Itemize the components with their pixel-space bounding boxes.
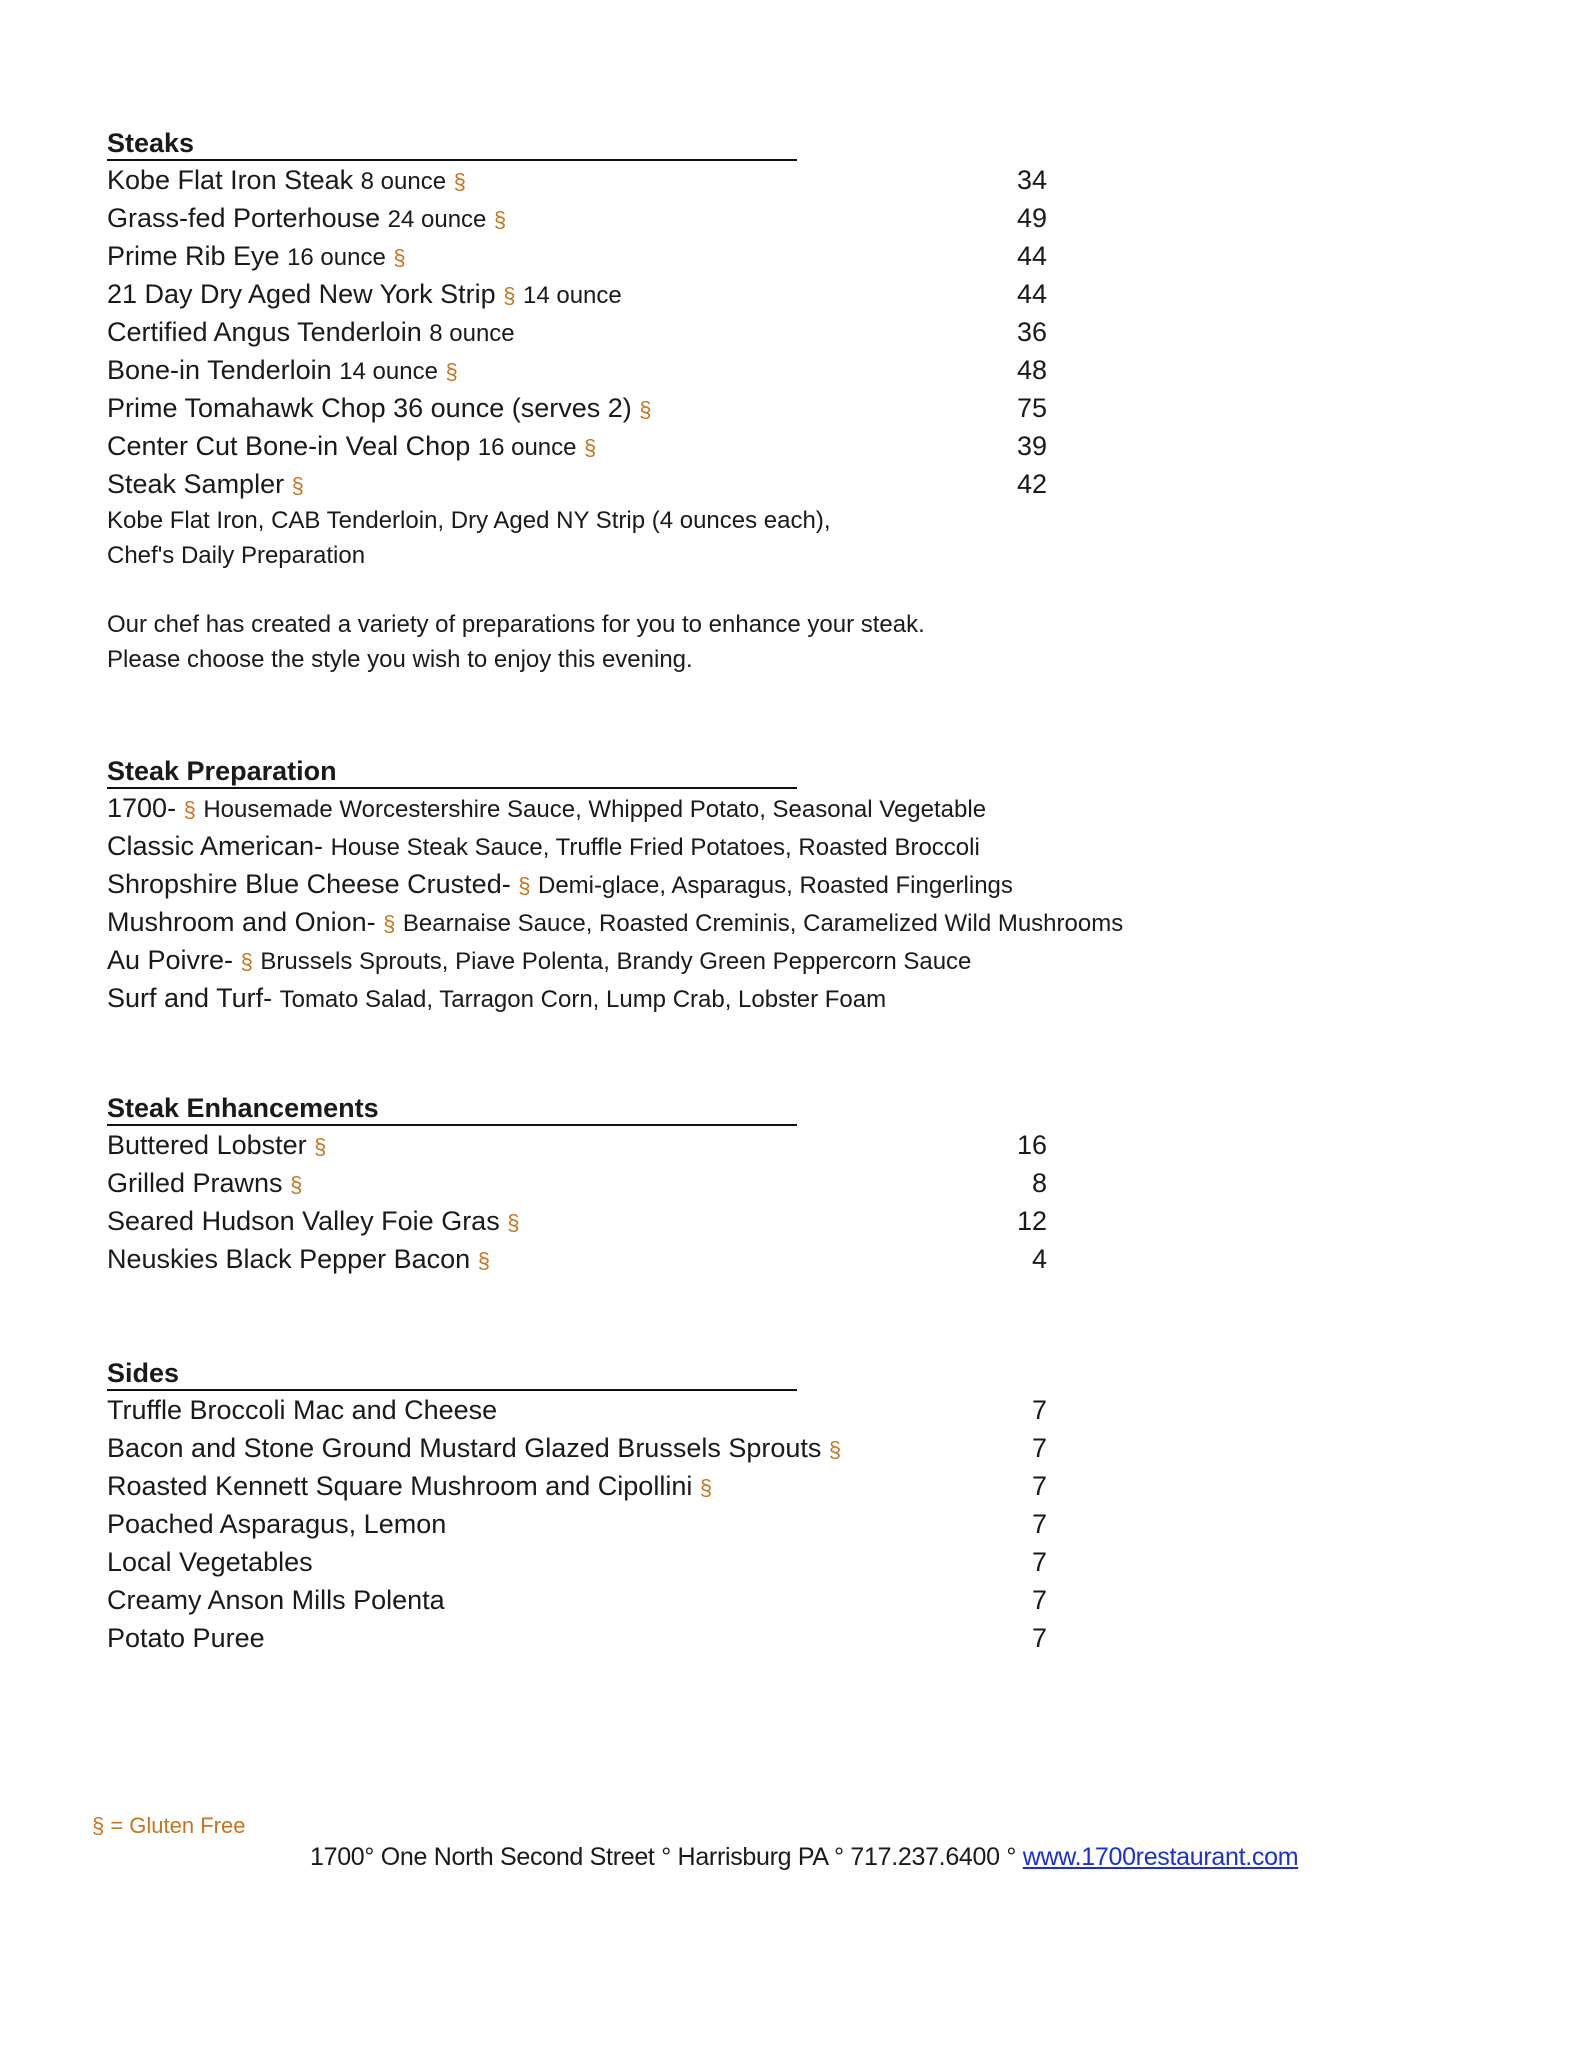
item-size: 8 ounce [360,168,447,195]
menu-item [107,1619,1057,1657]
preparation-item [107,903,1307,941]
gluten-free-icon: § [639,397,652,422]
preparation-item [107,979,1307,1017]
prep-description: Tomato Salad, Tarragon Corn, Lump Crab, Lobster Foam [279,986,887,1013]
menu-item [107,1467,1057,1505]
prep-name: Surf and Turf- [107,983,273,1013]
gluten-free-icon: § [393,245,406,270]
item-name [107,1391,497,1429]
gluten-free-icon: § [314,1134,327,1159]
item-title: Truffle Broccoli Mac and Cheese [107,1395,498,1425]
item-price: 8 [1031,1168,1047,1198]
item-name [107,1619,265,1657]
menu-item [107,313,1057,351]
prep-name: Classic American- [107,831,324,861]
menu-item [107,275,1057,313]
gluten-free-icon: § [291,473,304,498]
chef-note: Our chef has created a variety of preparations for you to enhance your steak. Please choose the style you wish to enjoy this evening. [107,611,925,673]
gluten-free-icon: § [290,1172,303,1197]
item-name [107,1429,841,1469]
item-price: 48 [1016,355,1047,385]
item-title: Steak Sampler [107,469,285,499]
menu-item [107,237,1057,275]
prep-name: Au Poivre- [107,945,234,975]
prep-name: 1700- [107,793,177,823]
item-title: Bone-in Tenderloin [107,355,332,385]
gluten-free-icon: § [493,207,507,232]
gluten-free-icon: § [584,435,597,460]
item-title: Center Cut Bone-in Veal Chop [107,431,471,461]
menu-item [107,351,1057,389]
item-name [107,427,596,467]
menu-item [107,465,1057,503]
steaks-section [107,128,1057,677]
item-title: 21 Day Dry Aged New York Strip [107,279,496,309]
item-title: Grilled Prawns [107,1168,283,1198]
item-title: Poached Asparagus, Lemon [107,1509,447,1539]
menu-item [107,1581,1057,1619]
item-title: Roasted Kennett Square Mushroom and Cipollini [107,1471,693,1501]
item-price: 42 [1016,469,1047,499]
item-title: Neuskies Black Pepper Bacon [107,1244,471,1274]
preparation-item [107,941,1307,979]
gluten-free-icon: § [507,1210,520,1235]
item-name [107,199,506,239]
item-price: 7 [1031,1433,1047,1463]
menu-item [107,1505,1057,1543]
item-price: 7 [1031,1471,1047,1501]
item-size: 14 ounce [339,358,438,385]
item-title: Seared Hudson Valley Foie Gras [107,1206,500,1236]
prep-description: Housemade Worcestershire Sauce, Whipped Potato, Seasonal Vegetable [203,796,987,823]
menu-item [107,1240,1057,1278]
item-size: 16 ounce [287,244,386,271]
item-title: Prime Rib Eye [107,241,280,271]
preparation-section [107,756,1307,1017]
sides-section [107,1358,1057,1657]
section-title: Sides [107,1358,797,1391]
item-name [107,389,652,429]
item-name [107,1505,446,1543]
item-size: 24 ounce [387,206,487,233]
gluten-free-icon: § [453,169,466,194]
menu-item [107,1164,1057,1202]
item-price: 7 [1031,1509,1047,1539]
menu-item [107,389,1057,427]
item-name [107,161,466,201]
menu-item [107,1202,1057,1240]
item-name [107,1202,519,1242]
gluten-free-icon: § [240,949,253,974]
item-price: 7 [1031,1547,1047,1577]
menu-item [107,1126,1057,1164]
item-name [107,1467,712,1507]
item-price: 7 [1031,1395,1047,1425]
prep-description: House Steak Sauce, Truffle Fried Potatoes, Roasted Broccoli [330,834,980,861]
gluten-free-icon: § [503,283,516,308]
prep-description: Brussels Sprouts, Piave Polenta, Brandy Green Peppercorn Sauce [260,948,972,975]
item-price: 44 [1016,241,1047,271]
item-name [107,1126,326,1166]
gluten-free-icon: § [518,873,531,898]
menu-item [107,427,1057,465]
item-name [107,237,406,277]
section-title: Steak Enhancements [107,1093,797,1126]
menu-item [107,1543,1057,1581]
item-name [107,465,304,505]
item-title: Creamy Anson Mills Polenta [107,1585,445,1615]
item-name [107,1581,445,1619]
gluten-free-legend: § = Gluten Free [92,1813,246,1838]
item-price: 44 [1016,279,1047,309]
item-price: 39 [1016,431,1047,461]
preparation-item [107,827,1307,865]
footer-address: 1700° One North Second Street ° Harrisburg PA ° 717.237.6400 ° www.1700restaurant.com [310,1843,1299,1871]
gluten-free-icon: § [477,1248,490,1273]
item-price: 7 [1031,1623,1047,1653]
prep-name: Mushroom and Onion- [107,907,376,937]
item-title: Grass-fed Porterhouse [107,203,381,233]
item-price: 75 [1016,393,1047,423]
item-title: Potato Puree [107,1623,265,1653]
website-link[interactable]: www.1700restaurant.com [1022,1843,1299,1871]
item-name [107,1543,313,1581]
gluten-free-icon: § [383,911,396,936]
item-name [107,1240,490,1280]
item-size: 8 ounce [429,320,515,347]
gluten-free-icon: § [445,359,458,384]
item-title: Kobe Flat Iron Steak [107,165,354,195]
menu-item [107,1391,1057,1429]
section-title: Steaks [107,128,797,161]
item-title: Bacon and Stone Ground Mustard Glazed Brussels Sprouts [107,1433,822,1463]
enhancements-section [107,1093,1057,1278]
item-price: 7 [1031,1585,1047,1615]
section-title: Steak Preparation [107,756,797,789]
item-price: 12 [1016,1206,1047,1236]
item-title: Buttered Lobster [107,1130,307,1160]
item-price: 16 [1016,1130,1047,1160]
item-price: 4 [1031,1244,1047,1274]
preparation-item [107,865,1307,903]
item-title: Certified Angus Tenderloin [107,317,422,347]
item-price: 34 [1016,165,1047,195]
prep-description: Demi-glace, Asparagus, Roasted Fingerlings [538,872,1013,899]
item-title: Local Vegetables [107,1547,313,1577]
item-title: Prime Tomahawk Chop 36 ounce (serves 2) [107,393,632,423]
item-size: 14 ounce [522,282,622,309]
menu-item [107,199,1057,237]
item-price: 49 [1016,203,1047,233]
menu-item [107,161,1057,199]
gluten-free-icon: § [699,1475,713,1500]
item-name [107,1164,302,1204]
gluten-free-icon: § [183,797,196,822]
item-name [107,351,458,391]
sampler-description: Kobe Flat Iron, CAB Tenderloin, Dry Aged NY Strip (4 ounces each), Chef's Daily Preparation [107,507,831,569]
prep-name: Shropshire Blue Cheese Crusted- [107,869,511,899]
item-price: 36 [1016,317,1047,347]
gluten-free-icon: § [828,1437,842,1462]
prep-description: Bearnaise Sauce, Roasted Creminis, Caramelized Wild Mushrooms [402,910,1124,937]
item-name [107,275,622,315]
menu-item [107,1429,1057,1467]
preparation-item [107,789,1307,827]
item-size: 16 ounce [477,434,577,461]
item-name [107,313,515,353]
